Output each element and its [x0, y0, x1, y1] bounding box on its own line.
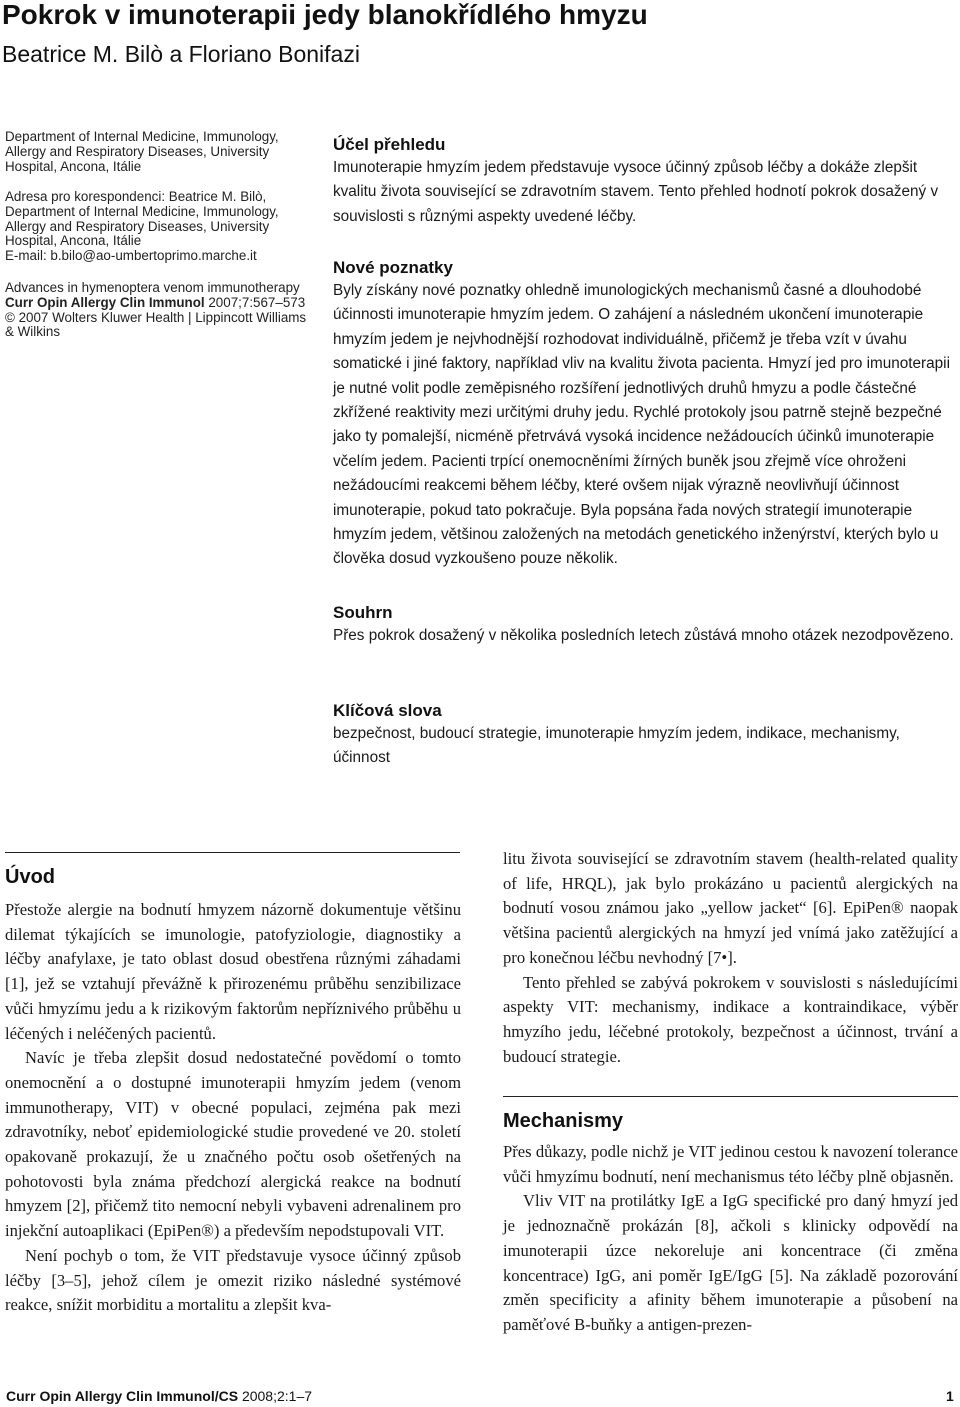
- keywords-heading: Klíčová slova: [333, 701, 442, 720]
- right-column-top: [503, 847, 958, 1069]
- summary-heading: Souhrn: [333, 603, 393, 622]
- intro-rule: [5, 852, 460, 853]
- right-paragraph-1: litu života související se zdravotním stavem (health-related quality of life, HRQL), jak bylo prokázáno u pacientů alergických na bodnutí vosou známou jako „yellow jacket“ [6]. EpiPen® naopak většina pacientů alergických na hmyzí jed vnímá jako zatěžující a pro konečnou léčbu nevhodný [7•].: [503, 849, 958, 967]
- page-number: 1: [946, 1388, 954, 1404]
- abstract-findings: [333, 257, 955, 572]
- abstract-keywords: [333, 700, 955, 771]
- page-title: Pokrok v imunoterapii jedy blanokřídlého hmyzu: [2, 0, 648, 30]
- summary-text: Přes pokrok dosažený v několika posledních letech zůstává mnoho otázek nezodpovězeno.: [333, 627, 954, 644]
- citation-block: [5, 281, 310, 340]
- affiliation-block: [5, 130, 310, 174]
- findings-heading: Nové poznatky: [333, 258, 453, 277]
- right-paragraph-4: Vliv VIT na protilátky IgE a IgG specifické pro daný hmyzí jed je jednoznačně prokázán [8], ačkoli s klinicky odpovědí na imunoterapii úzce nekoreluje ani koncentrace (či změna koncentrace) IgG, ani poměr IgE/IgG [5]. Na základě pozorování změn specificity a afinity během imunoterapie a působení na paměťové B-buňky a antigen-prezen-: [503, 1191, 958, 1334]
- original-title: Advances in hymenoptera venom immunotherapy: [5, 280, 300, 295]
- journal-name: Curr Opin Allergy Clin Immunol: [5, 294, 205, 310]
- right-paragraph-3: Přes důkazy, podle nichž je VIT jedinou cestou k navození tolerance vůči hmyzímu bodnutí, není mechanismus této léčby plně objasněn.: [503, 1142, 958, 1186]
- intro-paragraph-3: Není pochyb o tom, že VIT představuje vysoce účinný způsob léčby [3–5], jehož cílem je omezit riziko následné systémové reakce, snížit morbiditu a mortalitu a zlepšit kva-: [5, 1245, 461, 1315]
- mechanisms-heading: Mechanismy: [503, 1110, 624, 1132]
- abstract-summary: [333, 602, 955, 648]
- journal-citation: [5, 296, 310, 311]
- keywords-text: bezpečnost, budoucí strategie, imunoterapie hmyzím jedem, indikace, mechanismy, účinnost: [333, 725, 900, 767]
- right-column-bottom: [503, 1140, 958, 1338]
- mechanisms-rule: [503, 1096, 958, 1097]
- footer-journal: Curr Opin Allergy Clin Immunol/CS: [6, 1388, 239, 1404]
- purpose-text: Imunoterapie hmyzím jedem představuje vysoce účinný způsob léčby a dokáže zlepšit kvalitu života související se zdravotním stavem. Tento přehled hodnotí pokrok dosažený v souvislosti s různými aspekty uvedené léčby.: [333, 159, 939, 225]
- affiliation: Department of Internal Medicine, Immunology, Allergy and Respiratory Diseases, University Hospital, Ancona, Itálie: [5, 129, 279, 174]
- intro-text: [5, 898, 461, 1318]
- intro-heading: Úvod: [5, 866, 55, 888]
- footer-citation: [6, 1387, 312, 1405]
- purpose-heading: Účel přehledu: [333, 135, 446, 154]
- email: E-mail: b.bilo@ao-umbertoprimo.marche.it: [5, 248, 257, 264]
- abstract-purpose: [333, 134, 955, 229]
- copyright: © 2007 Wolters Kluwer Health | Lippincott Williams & Wilkins: [5, 309, 307, 340]
- footer-issue: 2008;2:1–7: [238, 1388, 313, 1404]
- intro-paragraph-1: Přestože alergie na bodnutí hmyzem názorně dokumentuje většinu dilemat týkajících se imunologie, patofyziologie, diagnostiky a léčby anafylaxe, je tato oblast dosud obestřena různými záhadami [1], jež se vztahují převážně k přirozenému průběhu senzibilizace vůči hmyzímu jedu a k rizikovým faktorům nepříznivého průběhu u léčených i neléčených pacientů.: [5, 900, 461, 1043]
- right-paragraph-2: Tento přehled se zabývá pokrokem v souvislosti s následujícími aspekty VIT: mechanismy, indikace a kontraindikace, výběr hmyzího jedu, léčebné protokoly, bezpečnost a účinnost, trvání a budoucí strategie.: [503, 972, 958, 1066]
- journal-ref: 2007;7:567–573: [204, 294, 306, 310]
- authors: Beatrice M. Bilò a Floriano Bonifazi: [2, 41, 360, 67]
- intro-paragraph-2: Navíc je třeba zlepšit dosud nedostatečné povědomí o tomto onemocnění a o dostupné imunoterapii hmyzím jedem (venom immunotherapy, VIT) v obecné populaci, zejména pak mezi zdravotníky, neboť epidemiologické studie provedené ve 20. století opakovaně prokazují, že u značného počtu osob ošetřených na pohotovosti byla známa předchozí alergická reakce na bodnutí hmyzem [2], přičemž tito nemocní nebyli vybaveni adrenalinem pro injekční autoaplikaci (EpiPen®) a především nepodstupovali VIT.: [5, 1048, 461, 1241]
- findings-text: Byly získány nové poznatky ohledně imunologických mechanismů časné a dlouhodobé účinnosti imunoterapie hmyzím jedem. O zahájení a následném ukončení imunoterapie hmyzím jedem je nejvhodnější rozhodovat individuálně, přičemž je třeba vzít v úvahu somatické i jiné faktory, například vliv na kvalitu života pacienta. Hmyzí jed pro imunoterapii je nutné volit podle zeměpisného rozšíření jednotlivých druhů hmyzu a podle částečné zkřížené reaktivity mezi určitými druhy jedu. Rychlé protokoly jsou patrně stejně bezpečné jako ty pomalejší, nicméně přetrvává vysoká incidence nežádoucích účinků imunoterapie včelím jedem. Pacienti trpící onemocněními žírných buněk jsou zřejmě více ohroženi nežádoucími reakcemi během léčby, které ovšem nijak výrazně neovlivňují účinnost imunoterapie, pokud tato pokračuje. Byla popsána řada nových strategií imunoterapie hmyzím jedem, většinou založených na metodách genetického inženýrství, kterých bylo u člověka dosud vyzkoušeno pouze několik.: [333, 282, 950, 568]
- correspondence: Adresa pro korespondenci: Beatrice M. Bilò, Department of Internal Medicine, Immunology, Allergy and Respiratory Diseases, University Hospital, Ancona, Itálie: [5, 189, 279, 249]
- correspondence-block: [5, 190, 310, 264]
